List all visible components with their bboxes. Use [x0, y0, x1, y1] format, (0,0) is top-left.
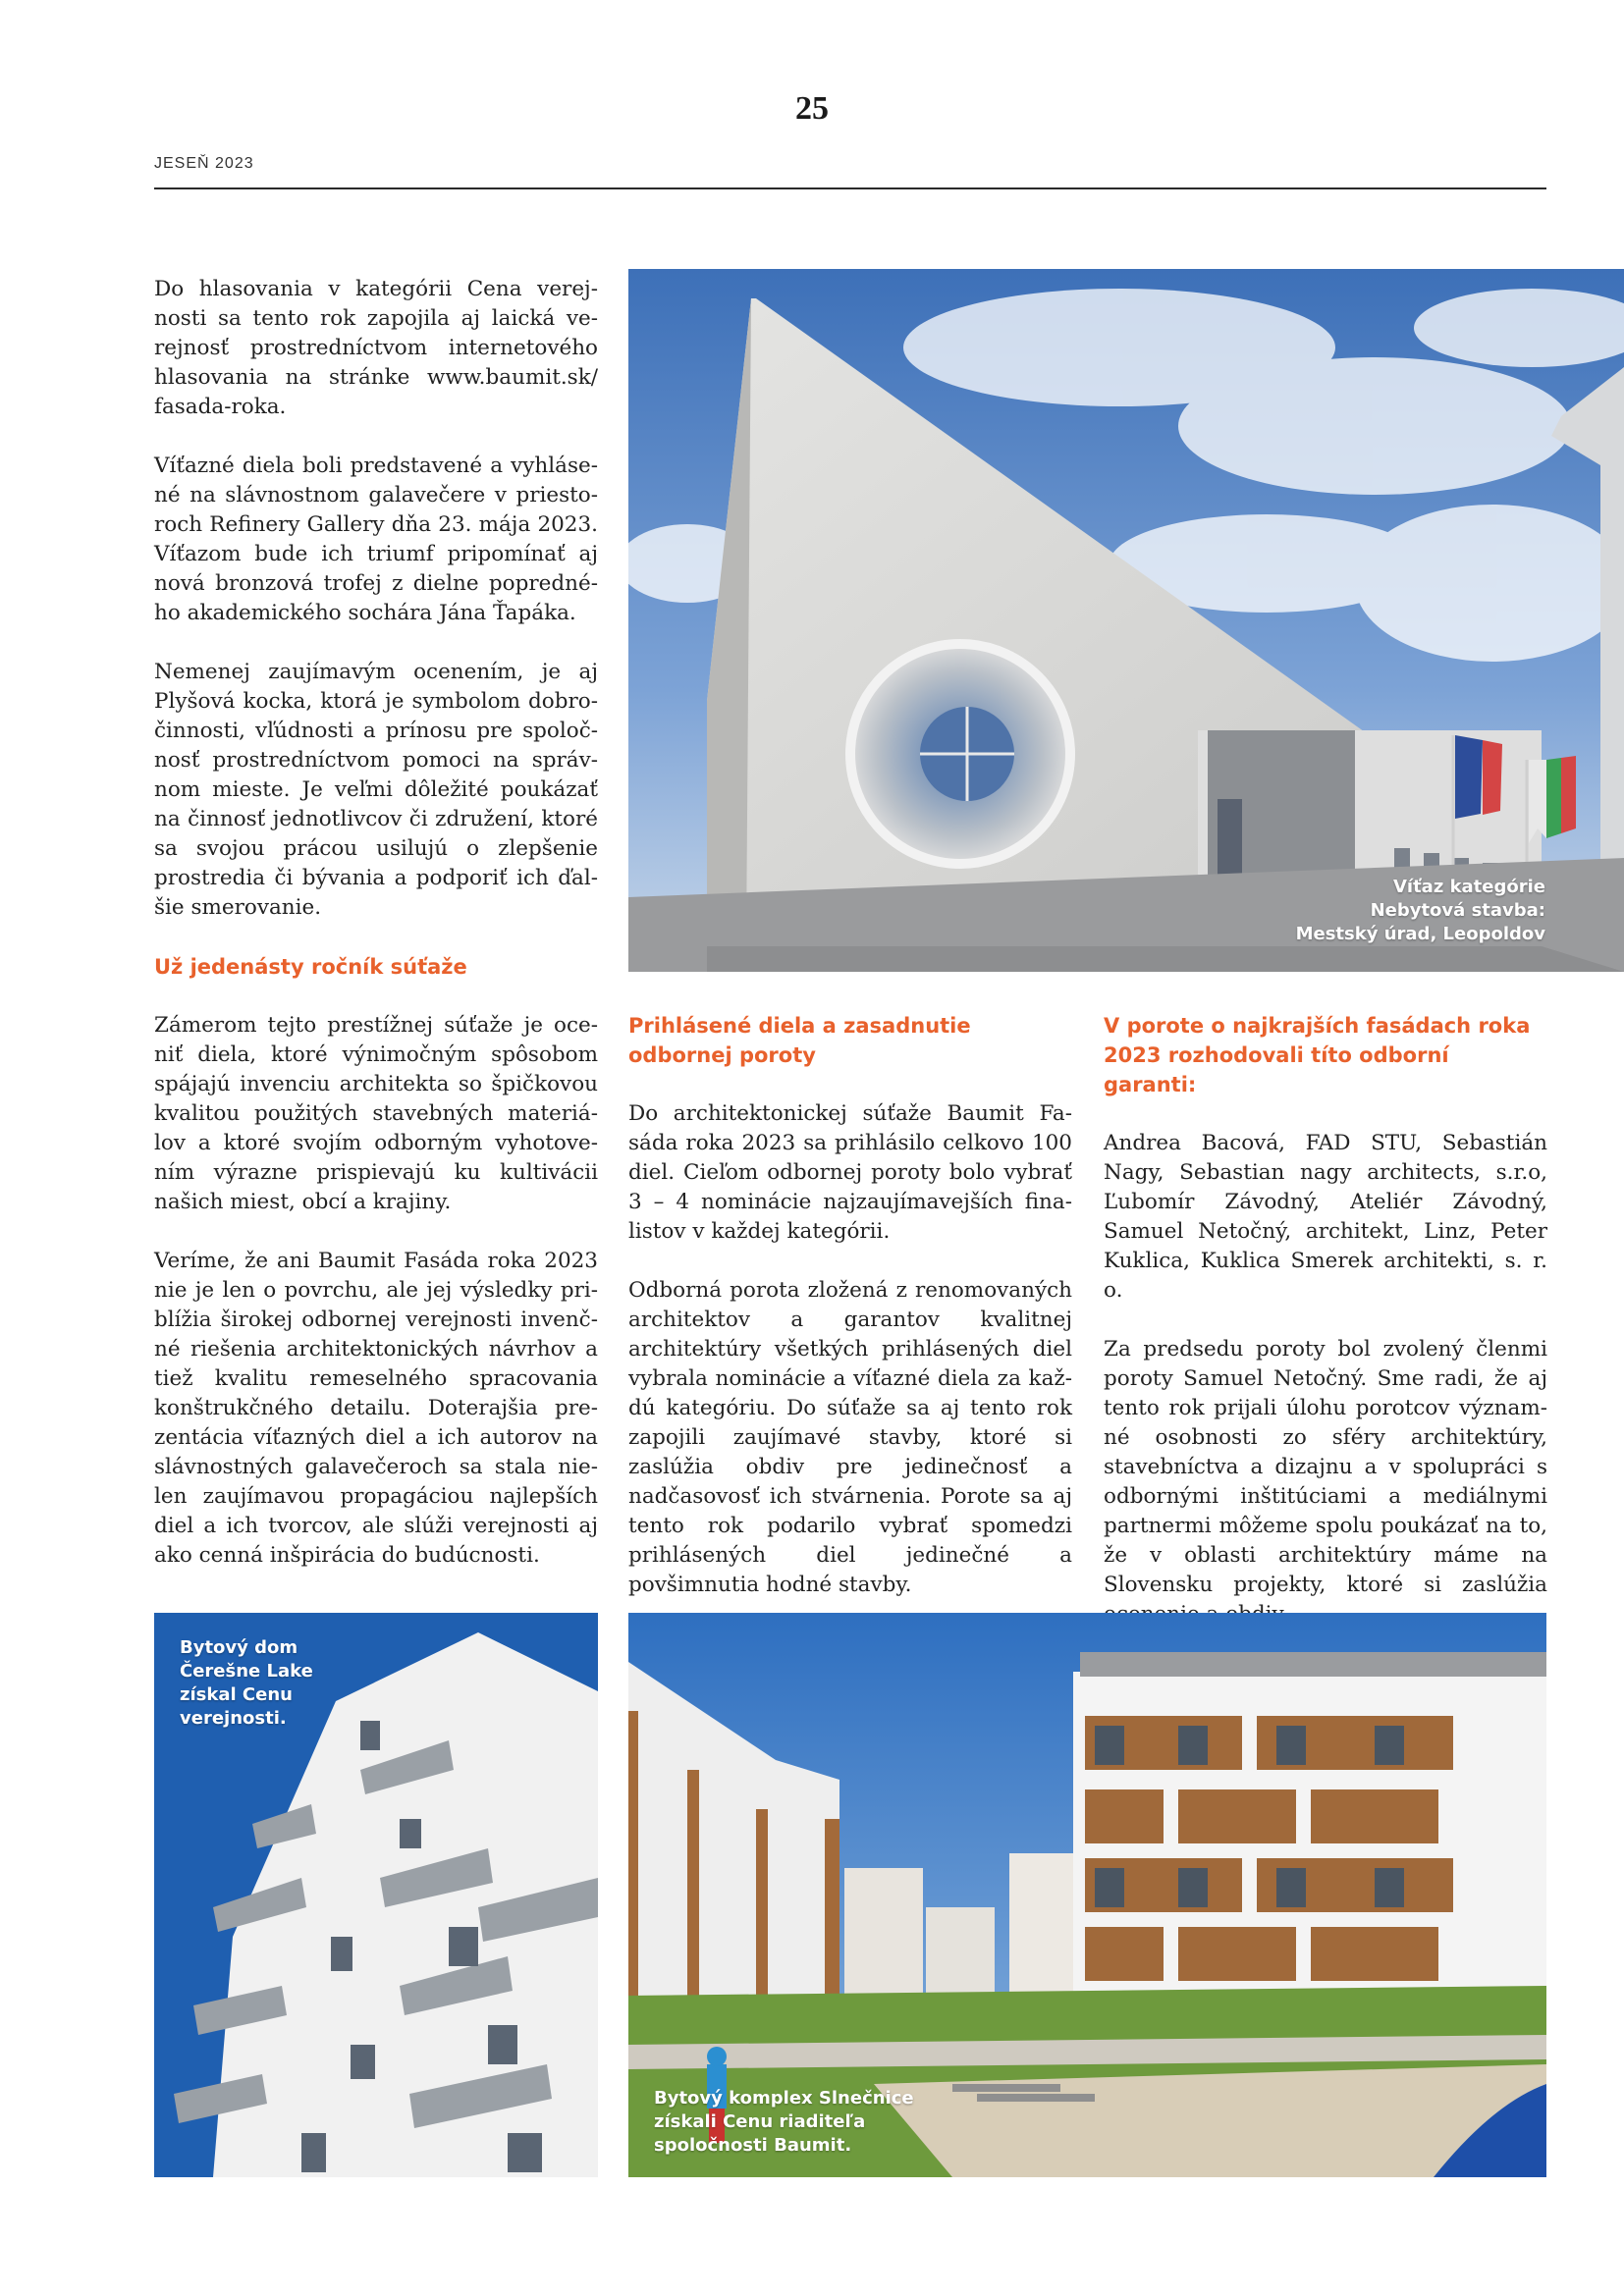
photo-slnecnice-complex [628, 1613, 1546, 2177]
paragraph: Veríme, že ani Baumit Fasáda roka 2023 nie je len o povrchu, ale jej výsledky priblížia širokej odbornej verejnosti invenčné riešenia architektonických návrhov a tiež kvalitu remeselného spracovania konštrukčného detailu. Doterajšia prezentácia víťazných diel a ich autorov na slávnostných galavečeroch sa stala nielen zaujímavou propagáciou najlepších diel a ich tvorcov, ale slúži verejnosti aj ako cenná inšpirácia do budúcnosti. [154, 1249, 598, 1568]
article-column-3 [1104, 1011, 1547, 1659]
article-column-1 [154, 275, 598, 1600]
caption-line: Bytový dom [180, 1637, 298, 1658]
caption-line: Víťaz kategórie [1392, 877, 1545, 897]
paragraph: Zámerom tejto prestížnej súťaže je oceniť diela, ktoré výnimočným spôsobom spájajú invenciu architekta so špičkovou kvalitou použitých stavebných materiálov a ktoré svojím odborným vyhotovením výrazne prispievajú ku kultivácii našich miest, obcí a krajiny. [154, 1013, 598, 1214]
caption-line: získal Cenu [180, 1684, 293, 1705]
article-column-2 [628, 1011, 1072, 1629]
section-heading: Prihlásené diela a zasadnutie odbornej poroty [628, 1014, 971, 1067]
municipal-office-illustration [628, 269, 1624, 972]
photo-caption [180, 1636, 313, 1731]
paragraph: Za predsedu poroty bol zvolený členmi poroty Samuel Netočný. Sme radi, že aj tento rok prijali úlohu porotcov významné osobnosti zo sféry architektúry, stavebníctva a dizajnu a v spolupráci s odbornými inštitúciami a mediálnymi partnermi môžeme spolu poukázať na to, že v oblasti architektúry máme na Slovensku projekty, ktoré si zaslúžia [1104, 1337, 1547, 1597]
caption-line: získali Cenu riaditeľa [654, 2111, 866, 2132]
section-heading: Už jedenásty ročník súťaže [154, 955, 467, 979]
photo-ceresne-lake [154, 1613, 598, 2177]
caption-line: Mestský úrad, Leopoldov [1295, 924, 1545, 944]
section-heading: V porote o najkrajších fasádach roka 2023 rozhodovali títo odborní garanti: [1104, 1014, 1531, 1096]
paragraph: Odborná porota zložená z renomovaných architektov a garantov kvalitnej architektúry všetkých prihlásených diel vybrala nominácie a víťazné diela za každú kategóriu. Do súťaže sa aj tento rok zapojili zaujímavé stavby, ktoré si zaslúžia obdiv pre jedinečnosť a nadčasovosť ich stvárnenia. Porote sa aj tento rok podarilo vybrať spomedzi prihlásených diel jedinečné a povšimnutia hodné stavby. [628, 1278, 1072, 1597]
caption-line: verejnosti. [180, 1708, 287, 1729]
page-number: 25 [795, 90, 829, 127]
paragraph: Do architektonickej súťaže Baumit Fasáda roka 2023 sa prihlásilo celkovo 100 diel. Cieľom odbornej poroty bolo vybrať 3 – 4 nominácie najzaujímavejších finalistov v každej kategórii. [628, 1101, 1072, 1244]
paragraph: Andrea Bacová, FAD STU, Sebastián Nagy, Sebastian nagy architects, s.r.o, Ľubomír Závodný, Ateliér Závodný, Samuel Netočný, architekt, Linz, Peter Kuklica, Kuklica Smerek architekti, s. r. o. [1104, 1131, 1547, 1303]
header-divider [154, 187, 1546, 189]
paragraph: Nemenej zaujímavým ocenením, je aj Plyšová kocka, ktorá je symbolom dobročinnosti, vľúdnosti a prínosu pre spoločnosť prostredníctvom pomoci na správnom mieste. Je veľmi dôležité poukázať na činnosť jednotlivcov či združení, ktoré sa svojou prácou usilujú o zlepšenie prostredia či bývania a podporiť ich ďalšie smerovanie. [154, 660, 598, 920]
photo-caption [654, 2087, 914, 2158]
photo-municipal-office [628, 269, 1624, 972]
photo-caption [1296, 876, 1545, 946]
paragraph: Víťazné diela boli predstavené a vyhlásené na slávnostnom galavečere v priestoroch Refinery Gallery dňa 23. mája 2023. Víťazom bude ich triumf pripomínať aj nová bronzová trofej z dielne popredného akademického sochára Jána Ťapáka. [154, 454, 598, 625]
caption-line: spoločnosti Baumit. [654, 2135, 852, 2156]
caption-line: Bytový komplex Slnečnice [654, 2088, 914, 2109]
paragraph: Do hlasovania v kategórii Cena verejnosti sa tento rok zapojila aj laická verejnosť prostredníctvom internetového hlasovania na stránke www.baumit.sk/ fasada-roka. [154, 277, 598, 419]
caption-line: Čerešne Lake [180, 1661, 313, 1682]
caption-line: Nebytová stavba: [1370, 900, 1545, 921]
issue-label: JESEŇ 2023 [154, 155, 254, 172]
